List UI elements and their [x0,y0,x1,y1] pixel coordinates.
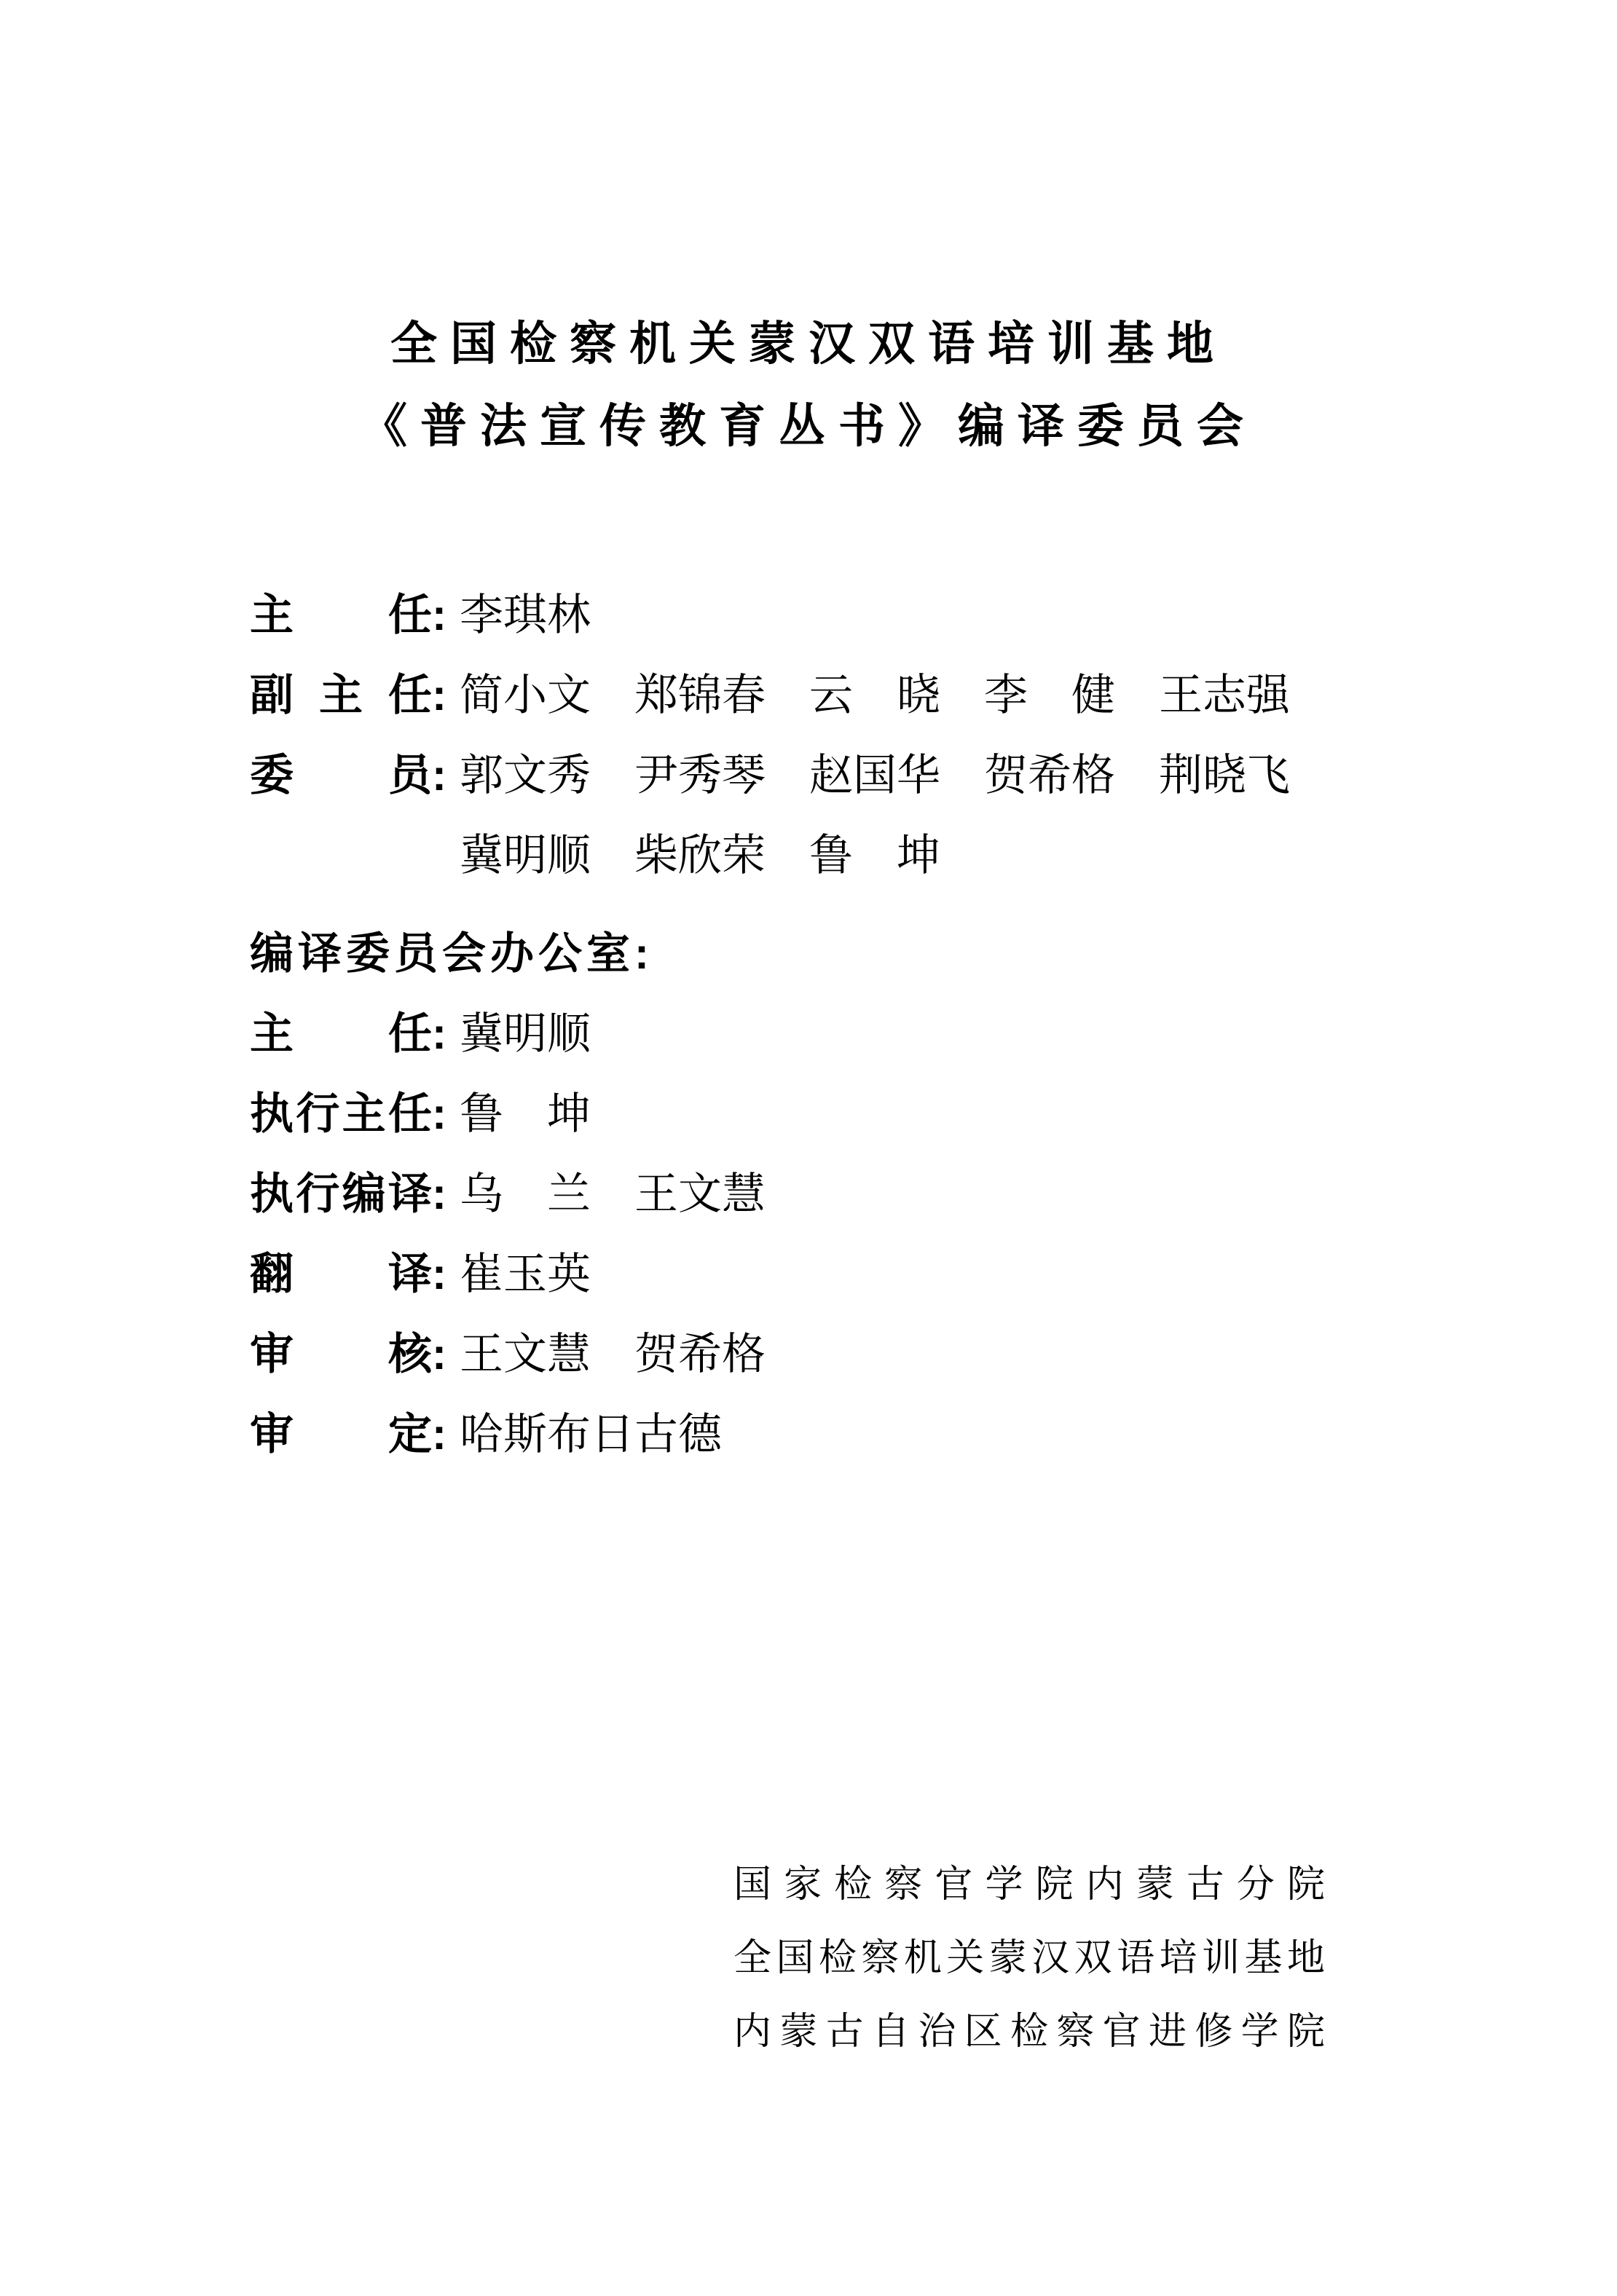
committee-roster [250,575,1290,1475]
role-names: 冀明顺 柴欣荣 鲁 坤 [460,832,940,880]
roster-row-members-continued [250,816,1290,896]
role-names: 郭文秀 尹秀琴 赵国华 贺希格 荆晓飞 [460,751,1290,800]
role-label: 副主任 [250,671,432,719]
role-colon: : [432,1250,446,1298]
role-colon: : [432,1330,446,1378]
role-label: 主任 [250,591,432,639]
role-names: 王文慧 贺希格 [460,1330,766,1378]
office-row-executive-editors [250,1154,1290,1234]
office-section-header: 编译委员会办公室: [250,929,653,978]
office-row-reviewers [250,1314,1290,1394]
role-colon: : [432,1169,446,1218]
publisher-line-1: 国家检察官学院内蒙古分院 [733,1864,1325,1906]
roster-row-director [250,575,1290,655]
office-row-approver [250,1394,1290,1475]
role-label: 主任 [250,1009,432,1058]
role-label: 执行编译 [250,1169,432,1218]
role-label: 审定 [250,1410,432,1459]
role-names: 鲁 坤 [460,1090,591,1138]
publisher-block [733,1848,1325,2069]
role-label: 委员 [250,751,432,800]
role-colon: : [432,591,446,639]
roster-row-members [250,735,1290,816]
role-label: 翻译 [250,1250,432,1298]
roster-row-deputy-directors [250,655,1290,735]
role-colon: : [432,671,446,719]
role-colon: : [432,1410,446,1459]
role-names: 哈斯布日古德 [460,1411,722,1459]
title-line-2: 《普法宣传教育丛书》编译委员会 [361,400,1256,452]
role-names: 冀明顺 [460,1010,591,1058]
title-line-1: 全国检察机关蒙汉双语培训基地 [390,317,1227,370]
role-label: 执行主任 [250,1089,432,1138]
role-colon: : [432,751,446,800]
role-names: 乌 兰 王文慧 [460,1170,766,1218]
role-colon: : [432,1089,446,1138]
role-colon: : [432,1009,446,1058]
office-row-director [250,994,1290,1074]
role-names: 崔玉英 [460,1250,591,1298]
committee-title [0,303,1617,468]
role-names: 简小文 郑锦春 云 晓 李 健 王志强 [460,671,1290,719]
office-row-executive-director [250,1074,1290,1154]
publisher-line-3: 内蒙古自治区检察官进修学院 [733,2011,1325,2053]
role-names: 李琪林 [460,591,591,639]
publisher-line-2: 全国检察机关蒙汉双语培训基地 [733,1938,1325,1979]
office-row-translator [250,1234,1290,1314]
role-label: 审核 [250,1330,432,1378]
